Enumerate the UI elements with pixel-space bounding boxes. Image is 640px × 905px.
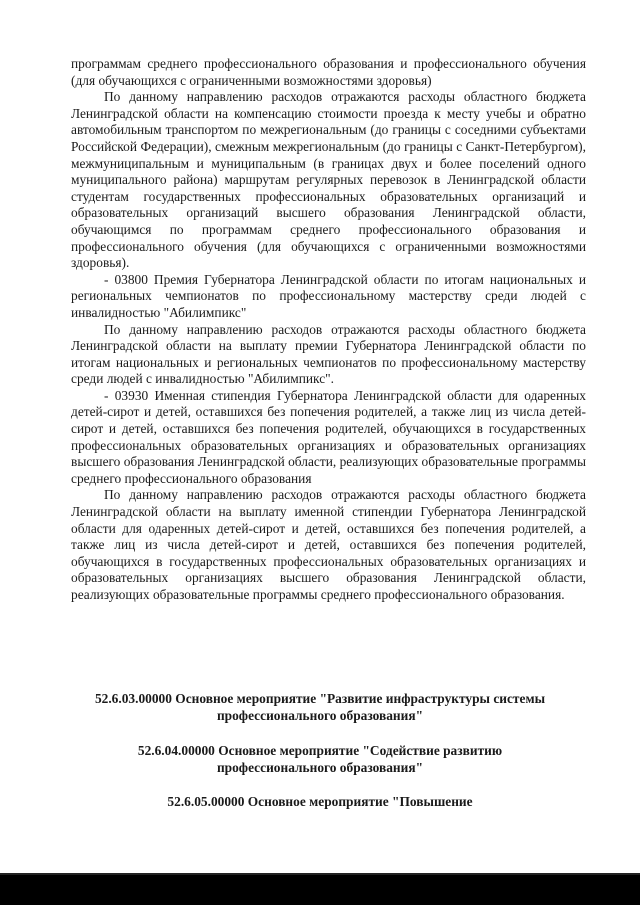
document-body xyxy=(71,56,586,604)
section-heading: 52.6.03.00000 Основное мероприятие "Развитие инфраструктуры системы профессионального образования" xyxy=(94,691,546,723)
paragraph-description: По данному направлению расходов отражаются расходы областного бюджета Ленинградской области на компенсацию стоимости проезда к месту учебы и обратно автомобильным транспортом по межрегиональным (до границы с соседними субъектами Российской Федерации), смежным межрегиональным (до границы с Санкт-Петербургом), межмуниципальным и муниципальным (в границах двух и более поселений одного муниципального района) маршрутам регулярных перевозок в Ленинградской области студентам государственных профессиональных образовательных организаций и образовательных организаций высшего образования Ленинградской области, обучающимся по программам среднего профессионального образования и профессионального обучения (для обучающихся с ограниченными возможностями здоровья). xyxy=(71,89,586,271)
paragraph-description: По данному направлению расходов отражаются расходы областного бюджета Ленинградской области на выплату премии Губернатора Ленинградской области по итогам национальных и региональных чемпионатов по профессиональному мастерству среди людей с инвалидностью "Абилимпикс". xyxy=(71,321,586,387)
section-heading: 52.6.04.00000 Основное мероприятие "Содействие развитию профессионального образования" xyxy=(137,743,503,775)
section-heading: 52.6.05.00000 Основное мероприятие "Повышение xyxy=(167,794,473,809)
scan-edge-border xyxy=(0,875,640,905)
paragraph-continuation: программам среднего профессионального образования и профессионального обучения (для обучающихся с ограниченными возможностями здоровья) xyxy=(71,56,586,88)
paragraph-item-03800: - 03800 Премия Губернатора Ленинградской области по итогам национальных и региональных чемпионатов по профессиональному мастерству среди людей с инвалидностью "Абилимпикс" xyxy=(71,271,586,320)
paragraph-description: По данному направлению расходов отражаются расходы областного бюджета Ленинградской области на выплату именной стипендии Губернатора Ленинградской области для одаренных детей-сирот и детей, оставшихся без попечения родителей, а также лиц из числа детей-сирот и детей, оставшихся без попечения родителей, обучающихся в государственных профессиональных образовательных организациях и образовательных организациях высшего образования Ленинградской области, реализующих образовательные программы среднего профессионального образования. xyxy=(71,487,586,602)
paragraph-item-03930: - 03930 Именная стипендия Губернатора Ленинградской области для одаренных детей-сирот и детей, оставшихся без попечения родителей, а также лиц из числа детей-сирот и детей, оставшихся без попечения родителей, обучающихся в государственных профессиональных образовательных организациях и образовательных организациях высшего образования Ленинградской области, реализующих образовательные программы среднего профессионального образования xyxy=(71,387,586,486)
